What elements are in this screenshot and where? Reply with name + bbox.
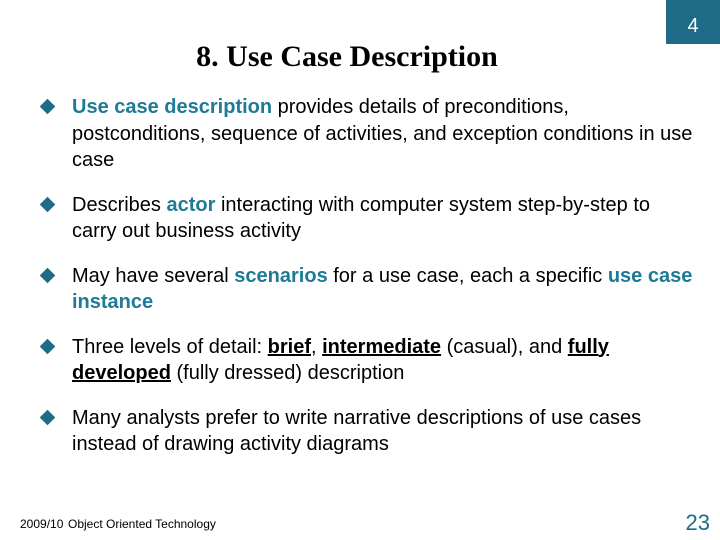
bullet-highlight: actor — [166, 193, 216, 216]
bullet-list — [38, 94, 698, 458]
diamond-bullet-icon — [40, 338, 56, 354]
footer-date: 2009/10 — [20, 517, 64, 531]
bullet-segment: Describes — [72, 193, 167, 216]
bullet-underline: intermediate — [322, 335, 442, 358]
bullet-text — [72, 96, 692, 171]
diamond-bullet-icon — [40, 409, 56, 425]
bullet-text — [72, 407, 641, 456]
diamond-bullet-icon — [40, 99, 56, 115]
footer-course: Object Oriented Technology — [68, 517, 216, 531]
bullet-segment: , — [311, 335, 323, 358]
chapter-number-badge — [666, 0, 720, 44]
bullet-segment: (fully dressed) description — [170, 362, 405, 384]
bullet-item — [38, 94, 698, 174]
page-number: 23 — [685, 510, 710, 535]
bullet-item — [38, 263, 698, 316]
bullet-segment: Three levels of detail: — [72, 335, 268, 358]
bullet-text — [72, 265, 692, 314]
bullet-segment: May have several — [72, 264, 235, 287]
bullet-underline: fully developed — [72, 335, 609, 384]
slide-title: 8. Use Case Description — [196, 40, 498, 73]
bullet-highlight: use case instance — [72, 264, 693, 313]
bullet-text — [72, 194, 650, 243]
bullet-segment: provides details of preconditions, postconditions, sequence of activities, and exception conditions in use case — [72, 96, 693, 171]
bullet-underline: brief — [267, 335, 311, 358]
bullet-segment: Many analysts prefer to write narrative descriptions of use cases instead of drawing activity diagrams — [72, 406, 642, 455]
bullet-highlight: scenarios — [234, 264, 328, 287]
diamond-bullet-icon — [40, 267, 56, 283]
bullet-highlight: Use case description — [72, 96, 273, 118]
bullet-item — [38, 405, 698, 458]
bullet-segment: (casual), and — [441, 335, 568, 358]
chapter-number: 4 — [687, 15, 699, 37]
bullet-text — [72, 336, 609, 385]
diamond-bullet-icon — [40, 196, 56, 212]
bullet-item — [38, 192, 698, 245]
bullet-segment: for a use case, each a specific — [327, 264, 608, 287]
bullet-segment: interacting with computer system step-by-step to carry out business activity — [72, 193, 651, 242]
bullet-item — [38, 334, 698, 387]
